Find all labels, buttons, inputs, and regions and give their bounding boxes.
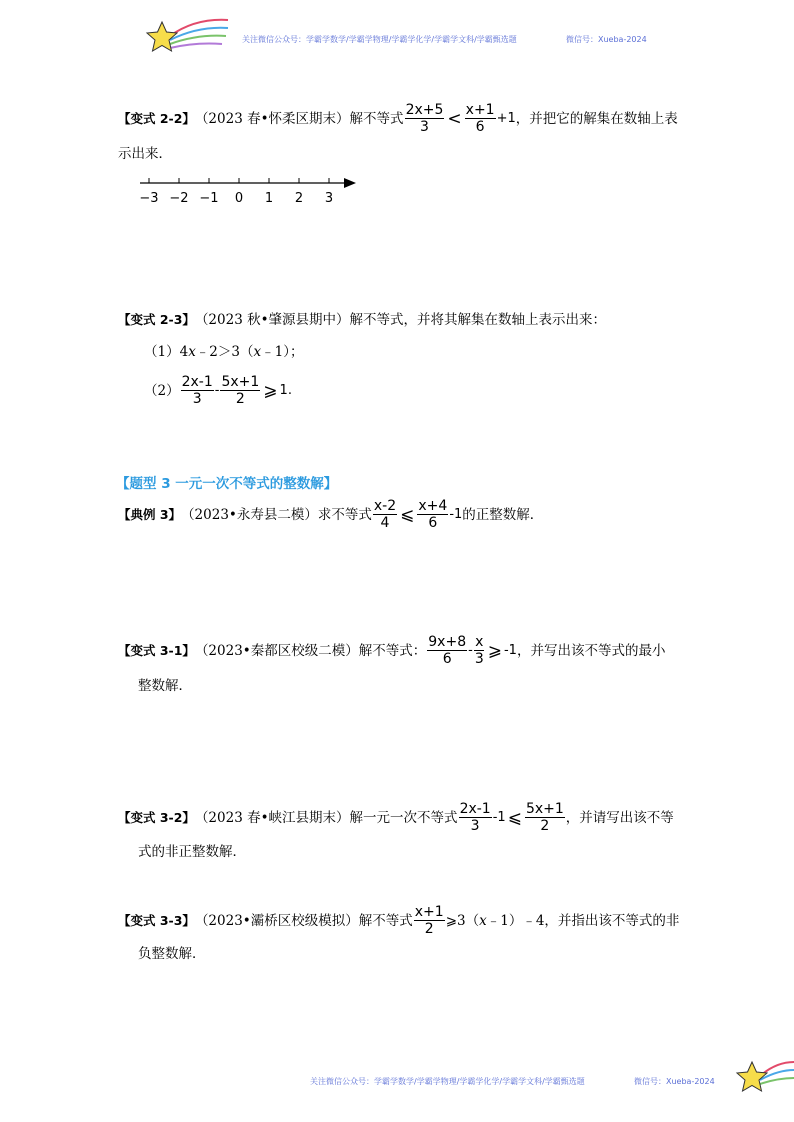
fraction-2: [474, 634, 485, 667]
fraction-denominator: 2: [235, 391, 245, 407]
fraction-numerator: 5x+1: [525, 801, 564, 817]
fraction-numerator: x-2: [373, 498, 397, 514]
question-3-1-line2: 整数解．: [138, 678, 192, 694]
question-rest: ，并请写出该不等: [565, 809, 674, 826]
fraction-denominator: 3: [420, 119, 429, 135]
question-3-3-line2: 负整数解．: [138, 946, 206, 962]
fraction-1: [459, 801, 492, 834]
geq-symbol: ⩾: [487, 640, 502, 661]
fraction-1: [427, 634, 467, 667]
question-tag: 【变式 3-1】: [118, 642, 195, 658]
number-line-tick-label: −3: [139, 191, 159, 206]
number-line: [136, 172, 366, 212]
fraction-numerator: 9x+8: [428, 634, 467, 650]
question-tag: 【变式 3-2】: [118, 809, 195, 825]
fraction-denominator: 6: [428, 515, 438, 531]
fraction-denominator: 3: [474, 651, 484, 667]
question-source: （2023 春•怀柔区期末）解不等式: [194, 110, 404, 127]
expression-tail: +1: [496, 110, 516, 126]
question-3-3: [118, 904, 679, 937]
expr-text: ﹣1）；: [261, 344, 304, 360]
expr-text: ﹣2＞3（: [195, 344, 254, 360]
expression-tail: -1: [449, 506, 463, 522]
number-line-tick-label: −1: [199, 191, 219, 206]
fraction-denominator: 4: [380, 515, 390, 531]
question-tag: 【变式 2-3】: [118, 312, 195, 327]
minus-sign: -: [468, 642, 473, 658]
fraction-numerator: 2x-1: [181, 374, 213, 390]
question-source: （2023 春•峡江县期末）解一元一次不等式: [194, 809, 458, 826]
fraction-1: [373, 498, 397, 531]
variable-x: x: [188, 344, 196, 360]
fraction-1: [414, 904, 445, 937]
part-label: （1）: [144, 344, 180, 360]
fraction-denominator: 2: [424, 921, 434, 937]
question-3-2: [118, 801, 674, 834]
variable-x: x: [253, 344, 262, 360]
fraction-numerator: x+1: [465, 102, 495, 118]
footer-links-text: 关注微信公众号：学霸学数学/学霸学物理/学霸学化学/学霸学文科/学霸甄选题: [310, 1077, 585, 1086]
question-2-3-part1: [144, 342, 303, 362]
number-line-tick-label: 2: [294, 191, 304, 206]
question-tag: 【典例 3】: [118, 506, 182, 522]
fraction-denominator: 3: [470, 818, 480, 834]
question-2-3: [118, 310, 606, 330]
expression-tail: -1: [503, 642, 517, 658]
leq-symbol: ⩽: [400, 504, 415, 525]
footer-wechat-id: 微信号：Xueba-2024: [634, 1077, 715, 1086]
question-tag: 【变式 3-3】: [118, 912, 195, 928]
question-tag: 【变式 2-2】: [118, 110, 195, 126]
number-line-tick-label: 0: [234, 191, 244, 206]
variable-x: x: [479, 912, 487, 929]
question-rest: ，并把它的解集在数轴上表: [515, 110, 678, 127]
question-source: （2023 秋•肇源县期中）解不等式，并将其解集在数轴上表示出来：: [194, 312, 607, 328]
fraction-2: [220, 374, 260, 407]
fraction-denominator: 2: [540, 818, 550, 834]
fraction-2: [417, 498, 448, 531]
fraction-2: [465, 102, 496, 135]
question-source: （2023•秦都区校级二模）解不等式：: [194, 642, 427, 659]
expr-text: 4: [179, 344, 189, 360]
fraction-numerator: 2x+5: [405, 102, 444, 118]
header-wechat-id: 微信号：Xueba-2024: [566, 35, 647, 44]
expr-text: ⩾3（: [445, 912, 480, 929]
fraction-numerator: x: [475, 634, 484, 650]
less-than-symbol: <: [447, 108, 462, 129]
fraction-numerator: 2x-1: [459, 801, 491, 817]
question-3-1: [118, 634, 665, 667]
fraction-numerator: x+4: [418, 498, 448, 514]
header-links-text: 关注微信公众号：学霸学数学/学霸学物理/学霸学化学/学霸学文科/学霸甄选题: [242, 35, 517, 44]
question-rest: ，并写出该不等式的最小: [516, 642, 666, 659]
geq-symbol: ⩾: [263, 380, 278, 401]
number-line-tick-label: −2: [169, 191, 189, 206]
star-logo-icon: [732, 1056, 794, 1096]
question-source: （2023•灞桥区校级模拟）解不等式: [194, 912, 413, 929]
question-2-2: [118, 102, 678, 135]
question-3-2-line2: 式的非正整数解．: [138, 844, 246, 860]
fraction-denominator: 3: [192, 391, 202, 407]
expression-middle: -1: [492, 809, 506, 825]
fraction-2: [525, 801, 565, 834]
question-2-3-part2: [144, 374, 292, 407]
fraction-numerator: x+1: [414, 904, 444, 920]
section-heading: 【题型 3 一元一次不等式的整数解】: [116, 476, 338, 492]
part-label: （2）: [144, 382, 180, 399]
star-logo-icon: [140, 14, 232, 60]
fraction-denominator: 6: [442, 651, 452, 667]
leq-symbol: ⩽: [507, 807, 522, 828]
question-source: （2023•永寿县二模）求不等式: [181, 506, 372, 523]
fraction-1: [181, 374, 214, 407]
fraction-denominator: 6: [475, 119, 485, 135]
expr-text: ﹣1）﹣4，并指出该不等式的非: [486, 912, 680, 929]
fraction-numerator: 5x+1: [221, 374, 260, 390]
expression-tail: 1.: [279, 382, 292, 398]
number-line-tick-label: 3: [324, 191, 334, 206]
minus-sign: -: [214, 382, 220, 398]
example-3: [118, 498, 543, 531]
number-line-tick-label: 1: [264, 191, 274, 206]
question-rest: 的正整数解．: [462, 506, 544, 523]
fraction-1: [405, 102, 445, 135]
question-2-2-line2: 示出来．: [118, 146, 172, 162]
